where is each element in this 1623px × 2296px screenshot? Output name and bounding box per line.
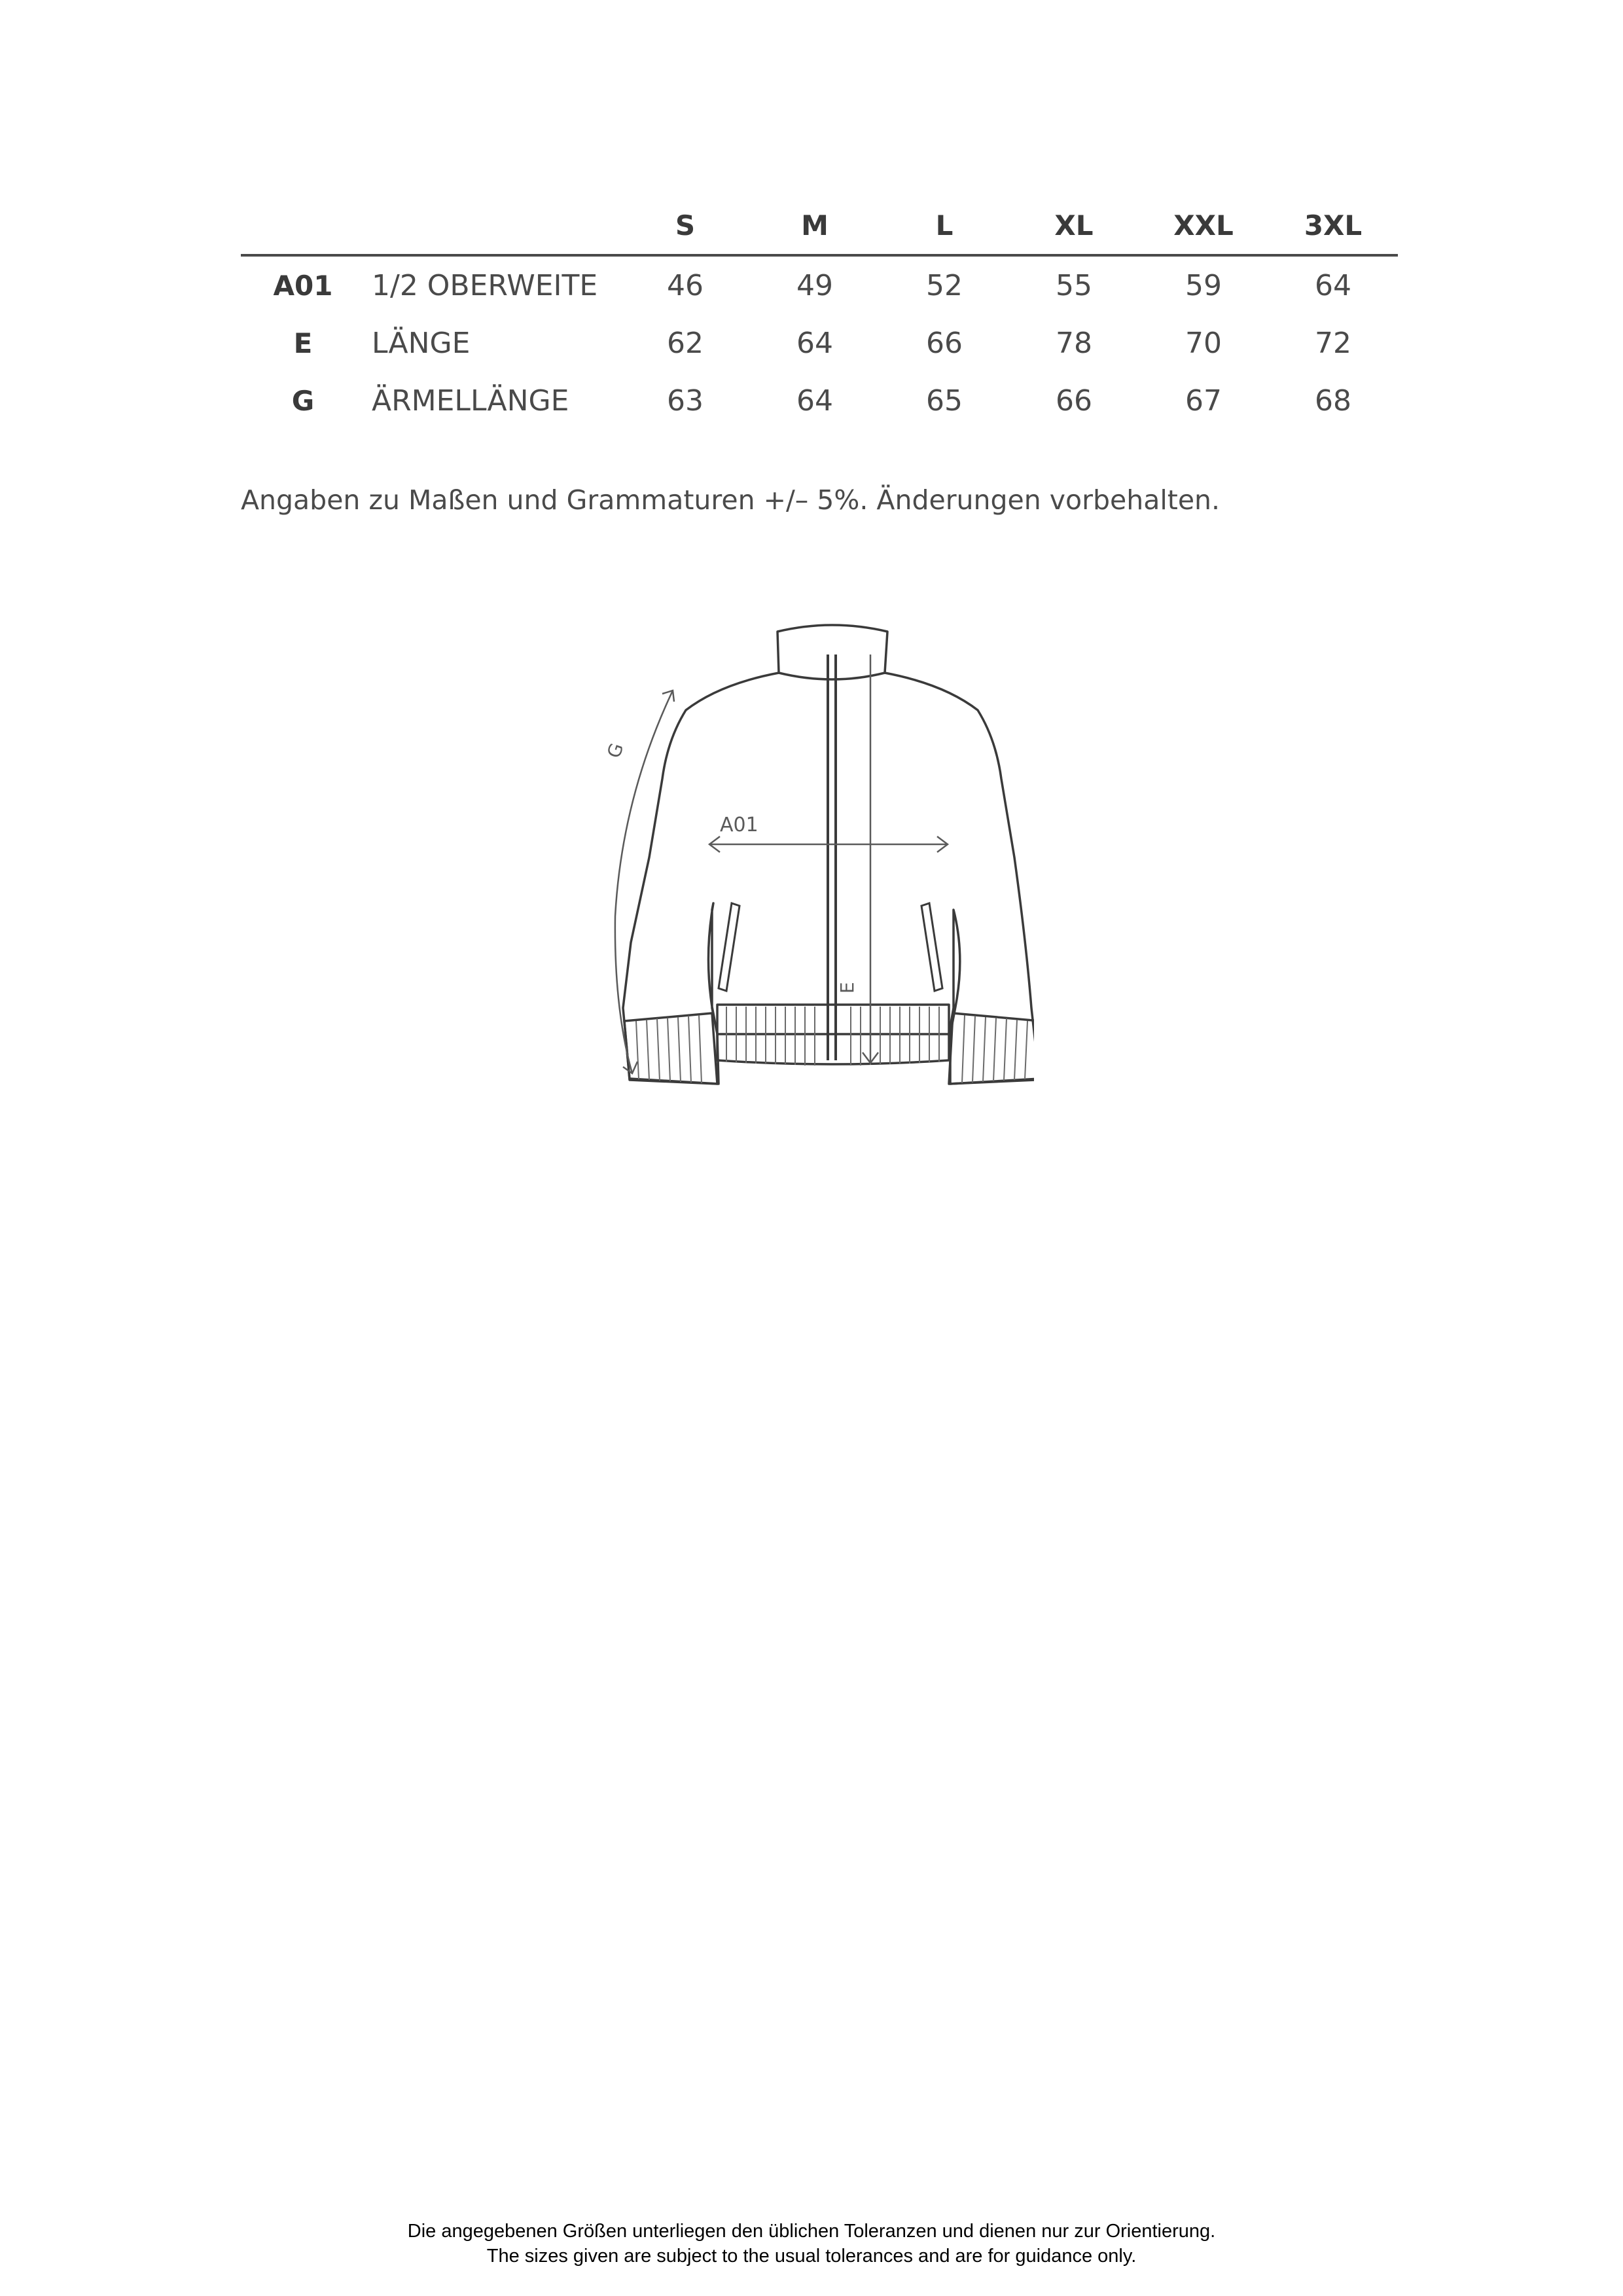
measure-value: 70 — [1185, 326, 1222, 360]
table-row — [241, 372, 1398, 429]
length-arrow — [863, 655, 878, 1063]
width-label: A01 — [720, 814, 758, 836]
measure-value: 67 — [1185, 384, 1222, 418]
size-header: XL — [1009, 196, 1139, 255]
size-header: S — [620, 196, 750, 255]
measure-value: 66 — [1056, 384, 1092, 418]
sleeve-label: G — [603, 740, 628, 761]
footer-line-de: Die angegebenen Größen unterliegen den üblichen Toleranzen und dienen nur zur Orientierung. — [407, 2221, 1216, 2242]
table-row — [241, 255, 1398, 314]
size-header: M — [750, 196, 880, 255]
length-label: E — [836, 982, 858, 994]
size-table — [241, 196, 1398, 429]
measure-value: 52 — [926, 268, 963, 302]
measure-value: 78 — [1056, 326, 1092, 360]
measure-value: 64 — [1315, 268, 1351, 302]
size-header: XXL — [1139, 196, 1268, 255]
measure-value: 72 — [1315, 326, 1351, 360]
footer — [0, 2219, 1623, 2269]
measure-value: 59 — [1185, 268, 1222, 302]
measure-label: 1/2 OBERWEITE — [372, 268, 598, 302]
measure-code: A01 — [273, 269, 333, 302]
size-header: 3XL — [1268, 196, 1398, 255]
measure-code: E — [293, 327, 313, 359]
measure-value: 64 — [796, 384, 833, 418]
measure-value: 68 — [1315, 384, 1351, 418]
header-blank — [365, 196, 620, 255]
right-cuff — [949, 1013, 1034, 1084]
measure-value: 49 — [796, 268, 833, 302]
measure-code: G — [291, 384, 315, 417]
table-row — [241, 314, 1398, 372]
side-pockets — [719, 903, 942, 991]
measure-value: 62 — [667, 326, 704, 360]
measure-label: ÄRMELLÄNGE — [372, 384, 569, 418]
measure-value: 64 — [796, 326, 833, 360]
measure-value: 46 — [667, 268, 704, 302]
measure-value: 63 — [667, 384, 704, 418]
rib-lines — [636, 1007, 1027, 1083]
zipper — [828, 655, 836, 1060]
footer-line-en: The sizes given are subject to the usual tolerances and are for guidance only. — [486, 2246, 1137, 2267]
measure-label: LÄNGE — [372, 326, 471, 360]
measure-value: 65 — [926, 384, 963, 418]
tolerance-note: Angaben zu Maßen und Grammaturen +/– 5%. Änderungen vorbehalten. — [241, 484, 1221, 516]
measure-value: 55 — [1056, 268, 1092, 302]
header-blank — [241, 196, 365, 255]
measure-value: 66 — [926, 326, 963, 360]
jacket-diagram — [589, 602, 1034, 1093]
size-header-row — [241, 196, 1398, 255]
size-header: L — [880, 196, 1009, 255]
